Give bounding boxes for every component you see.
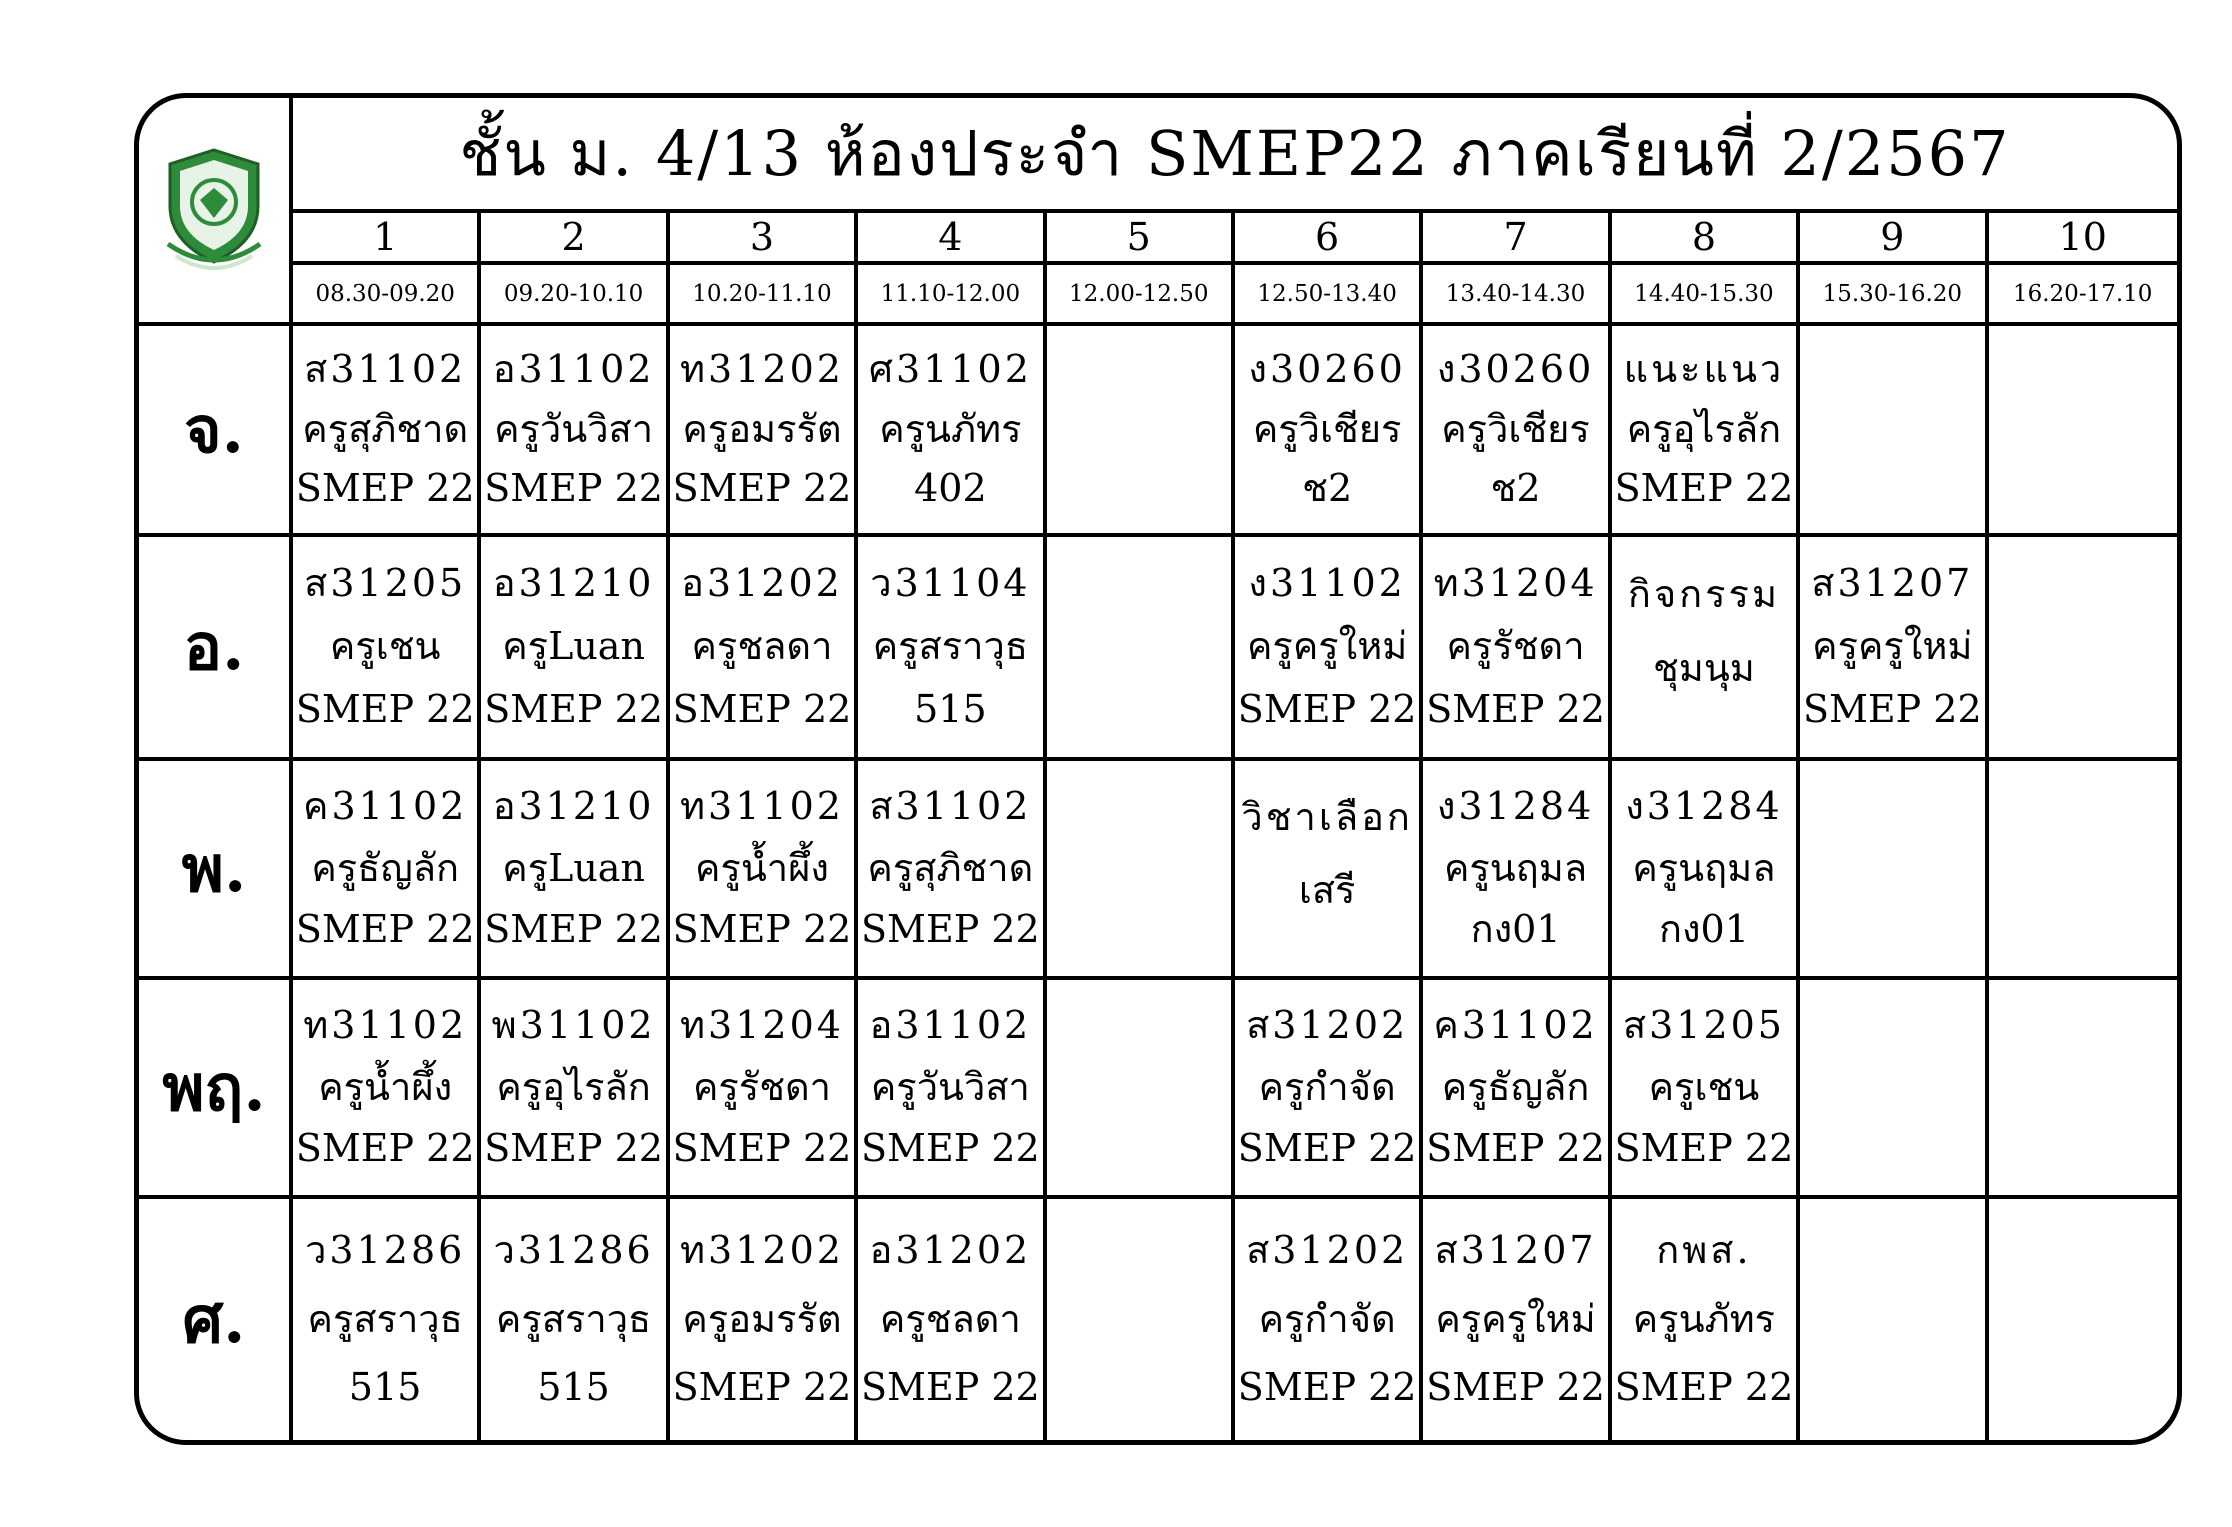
subject-code: ง31284 (1625, 783, 1783, 828)
teacher-name: ครูสราวุธ (307, 1296, 463, 1341)
room-label: SMEP 22 (295, 466, 475, 511)
timetable-slot (481, 761, 669, 980)
period-number: 10 (2058, 215, 2107, 259)
teacher-name: ครูวันวิสา (494, 406, 654, 451)
subject-code: อ31210 (492, 561, 655, 606)
subject-code: อ31102 (869, 1002, 1032, 1047)
timetable-slot (1612, 761, 1800, 980)
teacher-name: ครูกำจัด (1258, 1064, 1396, 1109)
period-time-cell (1047, 265, 1235, 326)
period-number-cell (1612, 213, 1800, 265)
room-label: กง01 (1658, 907, 1749, 952)
subject-code: ว31286 (305, 1228, 466, 1273)
day-label: จ. (184, 392, 244, 468)
period-time-cell (293, 265, 481, 326)
timetable-slot (1612, 1199, 1800, 1440)
period-number-cell (858, 213, 1046, 265)
period-number-cell (1989, 213, 2177, 265)
room-label: กง01 (1470, 907, 1561, 952)
timetable-title-cell (293, 98, 2177, 213)
subject-code: กิจกรรม (1627, 572, 1780, 617)
subject-code: กพส. (1656, 1228, 1752, 1273)
teacher-name: ครูธัญลัก (311, 845, 460, 890)
subject-code: อ31202 (681, 561, 843, 606)
school-logo-cell (139, 98, 293, 326)
timetable-slot (481, 980, 669, 1199)
room-label: SMEP 22 (484, 907, 663, 952)
timetable-slot (670, 1199, 858, 1440)
room-label: 515 (914, 687, 987, 732)
room-label: SMEP 22 (1614, 466, 1794, 511)
subject-code: ส31102 (304, 346, 467, 391)
timetable-slot (1800, 1199, 1988, 1440)
timetable-slot (1047, 537, 1235, 761)
teacher-name: ครูนฤมล (1443, 845, 1588, 890)
room-label: 515 (348, 1364, 422, 1409)
room-label: SMEP 22 (484, 687, 663, 732)
room-label: SMEP 22 (1614, 1364, 1794, 1409)
subject-code: ส31202 (1246, 1002, 1409, 1047)
timetable-slot (1800, 537, 1988, 761)
timetable-slot (1235, 326, 1423, 537)
timetable-slot (293, 761, 481, 980)
period-time: 13.40-14.30 (1445, 280, 1586, 307)
timetable-slot (1235, 980, 1423, 1199)
room-label: SMEP 22 (1237, 1364, 1417, 1409)
teacher-name: ครูวิเชียร (1441, 406, 1590, 451)
room-label: SMEP 22 (1237, 1126, 1417, 1171)
timetable-slot (1235, 537, 1423, 761)
day-label-cell (139, 537, 293, 761)
room-label: SMEP 22 (1426, 1364, 1605, 1409)
page-title: ชั้น ม. 4/13 ห้องประจำ SMEP22 ภาคเรียนที่ 2/2567 (459, 116, 2011, 190)
day-label-cell (139, 326, 293, 537)
teacher-name: ครูน้ำผึ้ง (694, 845, 829, 890)
timetable-slot (1047, 761, 1235, 980)
timetable-slot (1989, 326, 2177, 537)
timetable-slot (481, 326, 669, 537)
room-label: SMEP 22 (861, 1126, 1040, 1171)
timetable-slot (1612, 537, 1800, 761)
period-number: 2 (561, 215, 586, 259)
timetable-slot (858, 980, 1046, 1199)
period-time-cell (670, 265, 858, 326)
room-label: ช2 (1490, 466, 1541, 511)
room-label: SMEP 22 (672, 907, 852, 952)
timetable-slot (1612, 980, 1800, 1199)
day-label-cell (139, 1199, 293, 1440)
teacher-name: ครูวันวิสา (870, 1064, 1030, 1109)
timetable-slot (481, 537, 669, 761)
timetable-slot (858, 537, 1046, 761)
timetable-grid (139, 98, 2177, 1440)
timetable-slot (1800, 980, 1988, 1199)
period-number: 8 (1691, 215, 1717, 259)
teacher-name: ครูLuan (502, 845, 645, 890)
period-number: 5 (1126, 215, 1151, 259)
period-number-cell (1235, 213, 1423, 265)
subject-code: ง31284 (1436, 783, 1595, 828)
timetable-slot (1423, 1199, 1611, 1440)
teacher-name: ครูนภัทร (879, 406, 1022, 451)
room-label: SMEP 22 (672, 687, 852, 732)
room-label: SMEP 22 (861, 907, 1040, 952)
subject-code: ง30260 (1248, 346, 1406, 391)
teacher-name: ครูรัชดา (692, 1064, 831, 1109)
day-label-cell (139, 980, 293, 1199)
period-number: 7 (1503, 215, 1528, 259)
subject-code: ท31202 (680, 346, 844, 391)
subject-code: ค31102 (1433, 1002, 1598, 1047)
teacher-name: ครูอมรรัต (682, 406, 842, 451)
room-label: SMEP 22 (295, 907, 475, 952)
teacher-name: ครูเชน (1648, 1064, 1760, 1109)
period-time-cell (1235, 265, 1423, 326)
teacher-name: ครูชลดา (879, 1296, 1021, 1341)
teacher-name: ครูสุภิชาด (867, 845, 1034, 890)
teacher-name: ครูสุภิชาด (302, 406, 469, 451)
timetable-slot (1423, 537, 1611, 761)
period-time: 12.50-13.40 (1257, 280, 1397, 307)
period-number-cell (1423, 213, 1611, 265)
room-label: 515 (537, 1364, 610, 1409)
timetable-slot (858, 1199, 1046, 1440)
subject-code: ง31102 (1248, 561, 1406, 606)
room-label: SMEP 22 (1237, 687, 1417, 732)
timetable-slot (481, 1199, 669, 1440)
teacher-name: เสรี (1298, 867, 1356, 912)
timetable-slot (670, 761, 858, 980)
subject-code: ว31286 (493, 1228, 654, 1273)
subject-code: อ31202 (869, 1228, 1032, 1273)
period-number-cell (1047, 213, 1235, 265)
timetable-slot (1047, 326, 1235, 537)
subject-code: พ31102 (491, 1002, 656, 1047)
period-number: 4 (938, 215, 963, 259)
period-time: 09.20-10.10 (503, 280, 644, 307)
room-label: SMEP 22 (672, 1126, 852, 1171)
day-label: พ. (181, 831, 247, 907)
timetable-slot (1235, 761, 1423, 980)
room-label: SMEP 22 (672, 466, 852, 511)
teacher-name: ครูสราวุธ (495, 1296, 652, 1341)
day-label: ศ. (182, 1282, 246, 1358)
timetable-slot (293, 980, 481, 1199)
period-time: 16.20-17.10 (2012, 280, 2153, 307)
subject-code: อ31210 (492, 783, 655, 828)
subject-code: ส31205 (1622, 1002, 1785, 1047)
room-label: ช2 (1302, 466, 1353, 511)
timetable-slot (858, 326, 1046, 537)
period-time: 15.30-16.20 (1822, 280, 1963, 307)
period-number: 6 (1315, 215, 1340, 259)
room-label: SMEP 22 (1426, 1126, 1605, 1171)
timetable-slot (1423, 761, 1611, 980)
subject-code: วิชาเลือก (1241, 794, 1413, 839)
subject-code: ส31202 (1246, 1228, 1409, 1273)
teacher-name: ครูครูใหม่ (1812, 624, 1973, 669)
timetable-slot (1047, 1199, 1235, 1440)
teacher-name: ครูสราวุธ (872, 624, 1029, 669)
timetable-slot (670, 326, 858, 537)
timetable-slot (1423, 980, 1611, 1199)
period-time: 11.10-12.00 (880, 280, 1021, 307)
subject-code: ส31102 (869, 783, 1032, 828)
period-number: 3 (749, 215, 775, 259)
subject-code: ง30260 (1436, 346, 1595, 391)
period-number: 9 (1880, 215, 1905, 259)
timetable-slot (1423, 326, 1611, 537)
period-time: 14.40-15.30 (1634, 280, 1774, 307)
period-time-cell (1800, 265, 1988, 326)
timetable-slot (293, 326, 481, 537)
teacher-name: ครูวิเชียร (1252, 406, 1402, 451)
timetable-slot (293, 537, 481, 761)
subject-code: ศ31102 (868, 346, 1032, 391)
timetable-slot (1612, 326, 1800, 537)
room-label: SMEP 22 (484, 1126, 663, 1171)
period-number-cell (670, 213, 858, 265)
subject-code: ท31204 (680, 1002, 844, 1047)
subject-code: ว31104 (870, 561, 1031, 606)
period-time-cell (1423, 265, 1611, 326)
period-number: 1 (373, 215, 398, 259)
teacher-name: ครูLuan (502, 624, 645, 669)
subject-code: แนะแนว (1623, 346, 1785, 391)
room-label: SMEP 22 (861, 1364, 1040, 1409)
day-label-cell (139, 761, 293, 980)
teacher-name: ครูน้ำผึ้ง (318, 1064, 453, 1109)
room-label: SMEP 22 (295, 687, 475, 732)
room-label: SMEP 22 (1802, 687, 1982, 732)
subject-code: ท31202 (680, 1228, 844, 1273)
period-time: 08.30-09.20 (315, 280, 455, 307)
subject-code: ส31205 (304, 561, 467, 606)
room-label: SMEP 22 (1426, 687, 1605, 732)
teacher-name: ครูชลดา (691, 624, 833, 669)
period-number-cell (481, 213, 669, 265)
timetable-slot (858, 761, 1046, 980)
teacher-name: ครูครูใหม่ (1435, 1296, 1596, 1341)
teacher-name: ครูธัญลัก (1441, 1064, 1590, 1109)
school-emblem-icon (158, 144, 270, 276)
subject-code: ส31207 (1434, 1228, 1597, 1273)
timetable-slot (670, 980, 858, 1199)
period-time-cell (1989, 265, 2177, 326)
day-label: อ. (183, 610, 245, 685)
room-label: SMEP 22 (672, 1364, 852, 1409)
timetable-slot (1235, 1199, 1423, 1440)
subject-code: ท31204 (1433, 561, 1598, 606)
timetable-slot (1989, 1199, 2177, 1440)
teacher-name: ครูเชน (329, 624, 441, 669)
subject-code: ค31102 (303, 783, 468, 828)
teacher-name: ครูกำจัด (1258, 1296, 1396, 1341)
timetable-slot (293, 1199, 481, 1440)
period-time: 12.00-12.50 (1069, 280, 1209, 307)
room-label: 402 (914, 466, 987, 511)
teacher-name: ครูอมรรัต (682, 1296, 842, 1341)
timetable-slot (1989, 537, 2177, 761)
timetable-slot (1989, 761, 2177, 980)
timetable-slot (670, 537, 858, 761)
teacher-name: ชุมนุม (1652, 646, 1755, 690)
teacher-name: ครูนฤมล (1632, 845, 1776, 890)
timetable-slot (1800, 326, 1988, 537)
teacher-name: ครูอุไรลัก (1626, 406, 1782, 451)
period-time: 10.20-11.10 (692, 280, 832, 307)
period-number-cell (1800, 213, 1988, 265)
timetable-slot (1800, 761, 1988, 980)
timetable-slot (1989, 980, 2177, 1199)
teacher-name: ครูนภัทร (1632, 1296, 1776, 1341)
period-time-cell (1612, 265, 1800, 326)
subject-code: ท31102 (680, 783, 844, 828)
room-label: SMEP 22 (484, 466, 663, 511)
subject-code: ท31102 (303, 1002, 468, 1047)
teacher-name: ครูครูใหม่ (1246, 624, 1408, 669)
period-number-cell (293, 213, 481, 265)
teacher-name: ครูรัชดา (1446, 624, 1585, 669)
room-label: SMEP 22 (1614, 1126, 1794, 1171)
subject-code: ส31207 (1811, 561, 1974, 606)
period-time-cell (481, 265, 669, 326)
room-label: SMEP 22 (295, 1126, 475, 1171)
timetable-slot (1047, 980, 1235, 1199)
subject-code: อ31102 (492, 346, 655, 391)
period-time-cell (858, 265, 1046, 326)
timetable-frame (134, 93, 2182, 1445)
day-label: พฤ. (162, 1050, 266, 1126)
teacher-name: ครูอุไรลัก (496, 1064, 651, 1109)
